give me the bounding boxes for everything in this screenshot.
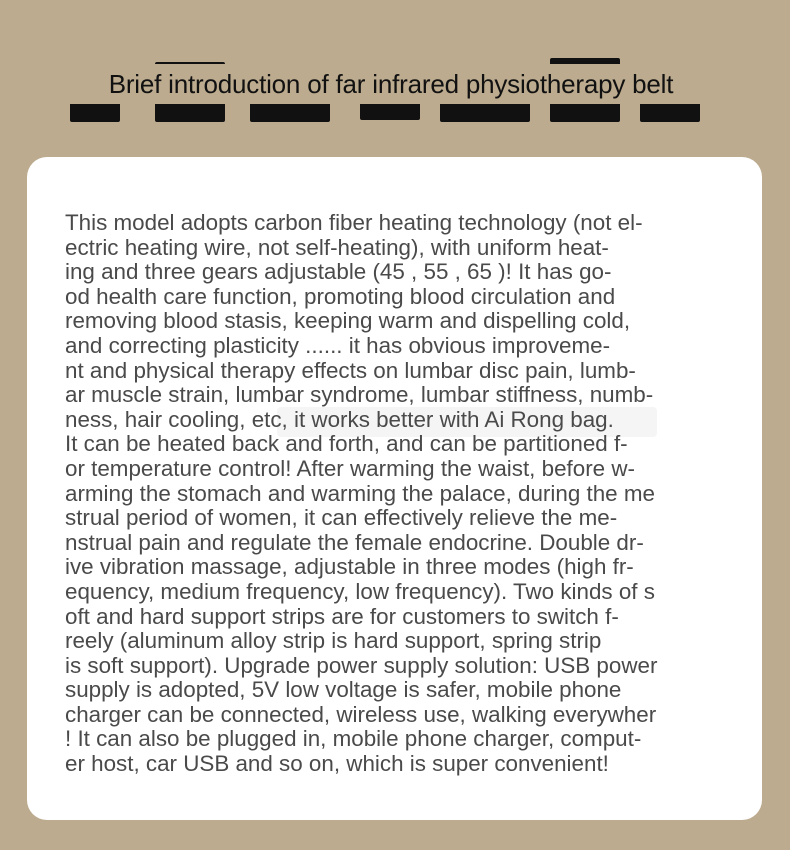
text-line: arming the stomach and warming the palace, during the me xyxy=(65,481,655,506)
text-line: oft and hard support strips are for customers to switch f- xyxy=(65,604,619,629)
text-line: nt and physical therapy effects on lumbar disc pain, lumb- xyxy=(65,358,636,383)
text-line: equency, medium frequency, low frequency). Two kinds of s xyxy=(65,579,655,604)
text-line: od health care function, promoting blood circulation and xyxy=(65,284,616,309)
text-line: ! It can also be plugged in, mobile phone charger, comput- xyxy=(65,727,642,752)
text-line: This model adopts carbon fiber heating technology (not el- xyxy=(65,211,643,235)
text-line: ive vibration massage, adjustable in three modes (high fr- xyxy=(65,555,634,580)
text-line: supply is adopted, 5V low voltage is safer, mobile phone xyxy=(65,678,622,703)
description-text xyxy=(65,211,733,777)
text-line: ar muscle strain, lumbar syndrome, lumbar stiffness, numb- xyxy=(65,383,654,408)
text-line: ectric heating wire, not self-heating), with uniform heat- xyxy=(65,235,609,260)
text-line: ing and three gears adjustable (45 , 55 , 65 )! It has go- xyxy=(65,260,612,285)
text-line: ness, hair cooling, etc, it works better with Ai Rong bag. xyxy=(65,407,614,432)
page-title: Brief introduction of far infrared physiotherapy belt xyxy=(108,68,674,99)
text-line: er host, car USB and so on, which is super convenient! xyxy=(65,752,609,777)
text-line: charger can be connected, wireless use, walking everywher xyxy=(65,702,657,727)
title-banner xyxy=(66,64,716,104)
text-line: is soft support). Upgrade power supply solution: USB power xyxy=(65,653,658,678)
text-line: reely (aluminum alloy strip is hard support, spring strip xyxy=(65,629,602,654)
text-line: nstrual pain and regulate the female endocrine. Double dr- xyxy=(65,530,644,555)
text-line: removing blood stasis, keeping warm and dispelling cold, xyxy=(65,309,631,334)
description-card xyxy=(27,157,762,820)
text-line: It can be heated back and forth, and can be partitioned f- xyxy=(65,432,628,457)
text-line: strual period of women, it can effectively relieve the me- xyxy=(65,506,618,531)
text-line: or temperature control! After warming the waist, before w- xyxy=(65,456,635,481)
text-line: and correcting plasticity ...... it has obvious improveme- xyxy=(65,333,611,358)
